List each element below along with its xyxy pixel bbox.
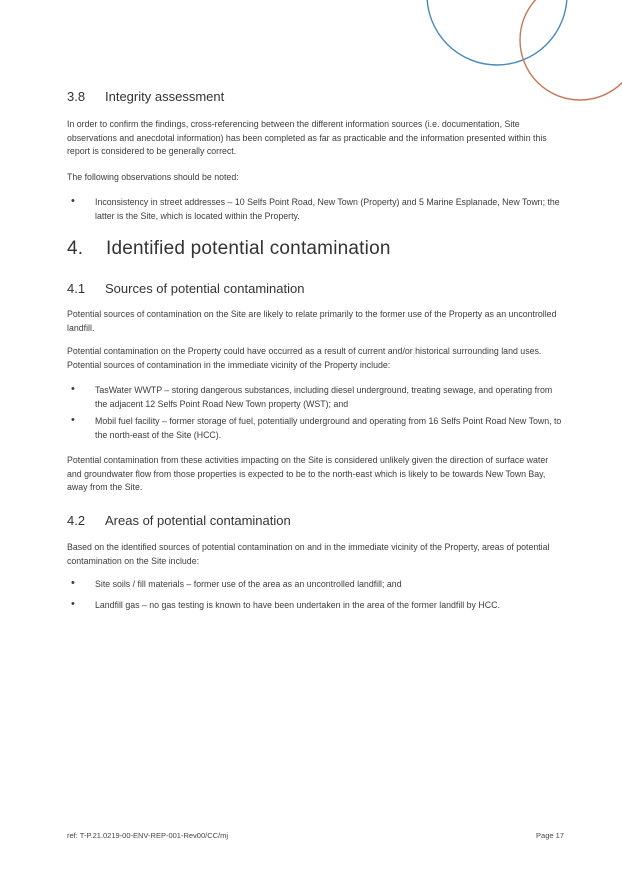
list-item: • Mobil fuel facility – former storage of fuel, potentially underground and operating from 16 Selfs Point Road New Town, to the north-east of the Site (HCC).	[67, 415, 564, 442]
page-footer	[67, 831, 564, 840]
list-item: • Site soils / fill materials – former use of the area as an uncontrolled landfill; and	[67, 578, 564, 592]
section-heading-4-1	[67, 281, 564, 297]
paragraph: Potential contamination from these activities impacting on the Site is considered unlikely given the direction of surface water and groundwater flow from those properties is expected to be to the north-east which is likely to be towards New Town Bay, away from the Site.	[67, 455, 549, 492]
section-number: 4.2	[67, 513, 86, 528]
paragraph: In order to confirm the findings, cross-referencing between the different information sources (i.e. documentation, Site observations and anecdotal information) has been completed as far as practicable and the information presented within this report is considered to be generally correct.	[67, 119, 547, 156]
section-title: Areas of potential contamination	[105, 513, 291, 528]
bullet-list	[67, 196, 564, 227]
section-number: 4.	[67, 238, 84, 259]
section-number: 3.8	[67, 89, 86, 104]
section-number: 4.1	[67, 281, 86, 296]
orange-circle-outline	[520, 0, 622, 100]
list-item: • Inconsistency in street addresses – 10 Selfs Point Road, New Town (Property) and 5 Marine Esplanade, New Town; the latter is the Site, which is located within the Property.	[67, 196, 564, 223]
paragraph: Potential contamination on the Property could have occurred as a result of current and/or historical surrounding land uses. Potential sources of contamination in the immediate vicinity of the Property include:	[67, 346, 542, 370]
paragraph: The following observations should be noted:	[67, 172, 239, 182]
list-item: • TasWater WWTP – storing dangerous substances, including diesel underground, treating sewage, and operating from the adjacent 12 Selfs Point Road New Town property (WST); and	[67, 384, 564, 411]
footer-page-number: Page 17	[536, 831, 564, 840]
section-heading-4-2	[67, 513, 564, 529]
list-item: • Landfill gas – no gas testing is known to have been undertaken in the area of the former landfill by HCC.	[67, 599, 564, 613]
section-heading-3-8	[67, 89, 564, 105]
footer-reference: ref: T-P.21.0219-00-ENV-REP-001-Rev00/CC/mj	[67, 831, 229, 840]
bullet-list	[67, 578, 564, 620]
paragraph: Potential sources of contamination on the Site are likely to relate primarily to the former use of the Property as an uncontrolled landfill.	[67, 309, 557, 333]
blue-circle-outline	[427, 0, 567, 65]
bullet-list	[67, 384, 564, 446]
section-heading-4	[67, 237, 564, 261]
section-title: Integrity assessment	[105, 89, 225, 104]
section-title: Sources of potential contamination	[105, 281, 305, 296]
section-title: Identified potential contamination	[106, 238, 391, 259]
paragraph: Based on the identified sources of potential contamination on and in the immediate vicinity of the Property, areas of potential contamination on the Site include:	[67, 542, 550, 566]
